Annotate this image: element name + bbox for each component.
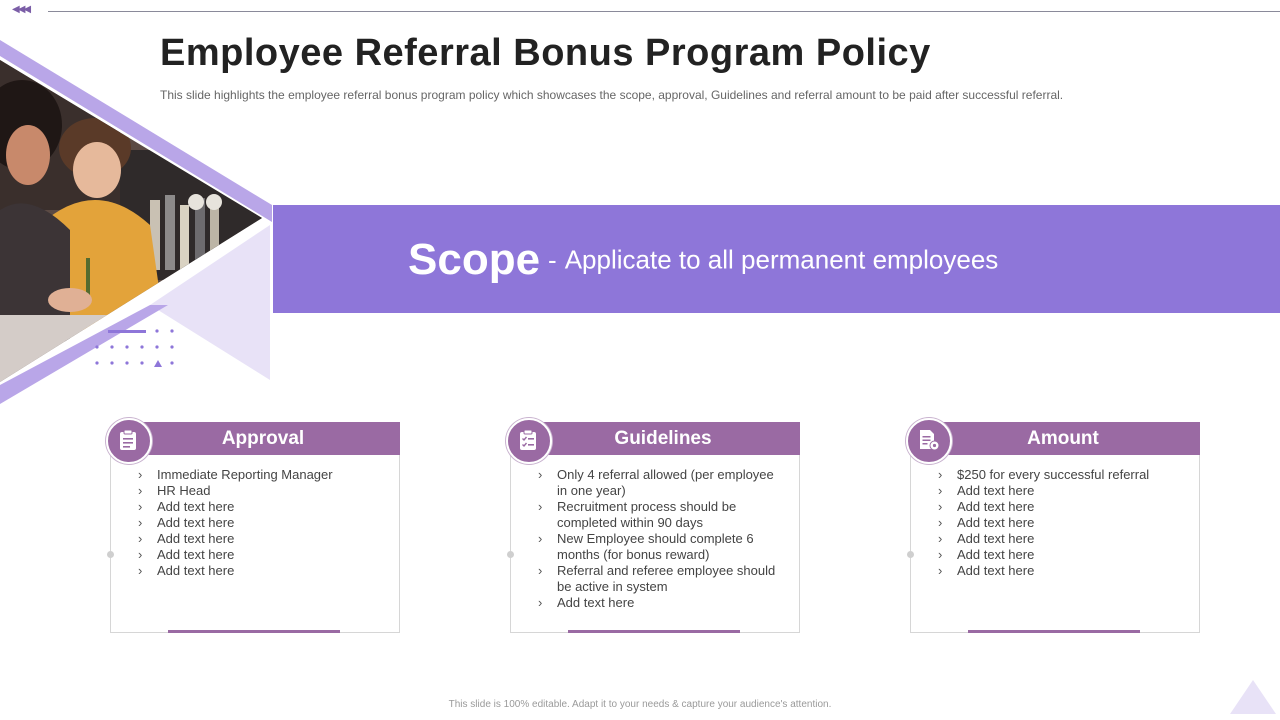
card-body [910,455,1200,633]
timeline-dot [907,551,914,558]
list-item: › Referral and referee employee should be active in system [535,563,785,595]
list-item: › Add text here [135,547,385,563]
list-item: › Add text here [935,515,1185,531]
footer-note: This slide is 100% editable. Adapt it to your needs & capture your audience's attention. [448,699,832,710]
card-accent-bar [568,630,740,633]
timeline-line [910,558,911,632]
list-item: › $250 for every successful referral [935,467,1185,483]
list-item: › Add text here [135,515,385,531]
list-item: › Add text here [135,531,385,547]
card-body [510,455,800,633]
list-item: › Recruitment process should be completed within 90 days [535,499,785,531]
approval-title: Approval [221,428,305,449]
list-item: › Add text here [935,483,1185,499]
list-item: › Add text here [935,563,1185,579]
scope-separator: - [548,244,557,275]
list-item: › Add text here [935,531,1185,547]
clipboard-icon [106,418,152,464]
corner-triangle-icon [1230,680,1276,714]
timeline-dot [507,551,514,558]
guidelines-card [510,422,800,632]
timeline-line [110,558,111,632]
list-item: › Add text here [535,595,785,611]
page-title: Employee Referral Bonus Program Policy [160,32,931,74]
amount-list [935,467,1185,579]
card-body [110,455,400,633]
list-item: › Add text here [935,499,1185,515]
card-header [926,422,1200,455]
card-accent-bar [968,630,1140,633]
timeline-dot [107,551,114,558]
list-item: › Immediate Reporting Manager [135,467,385,483]
list-item: › Only 4 referral allowed (per employee in one year) [535,467,785,499]
scope-description: Applicate to all permanent employees [564,244,999,275]
back-arrows-icon: ◀◀◀ [12,4,30,15]
card-accent-bar [168,630,340,633]
checklist-icon [506,418,552,464]
list-item: › HR Head [135,483,385,499]
document-money-icon [906,418,952,464]
list-item: › Add text here [135,499,385,515]
timeline-line [510,558,511,632]
scope-text [408,235,998,285]
page-subtitle: This slide highlights the employee referral bonus program policy which showcases the scope, approval, Guidelines and referral amount to be paid after successful referral. [160,88,1064,102]
list-item: › Add text here [935,547,1185,563]
decorative-photo-graphic [0,0,280,410]
guidelines-list [535,467,785,611]
amount-card [910,422,1200,632]
amount-title: Amount [1027,428,1099,449]
card-header [526,422,800,455]
list-item: › Add text here [135,563,385,579]
card-header [126,422,400,455]
approval-card [110,422,400,632]
guidelines-title: Guidelines [614,428,712,449]
approval-list [135,467,385,579]
scope-banner [273,205,1280,313]
scope-label: Scope [408,235,541,284]
list-item: › New Employee should complete 6 months (for bonus reward) [535,531,785,563]
